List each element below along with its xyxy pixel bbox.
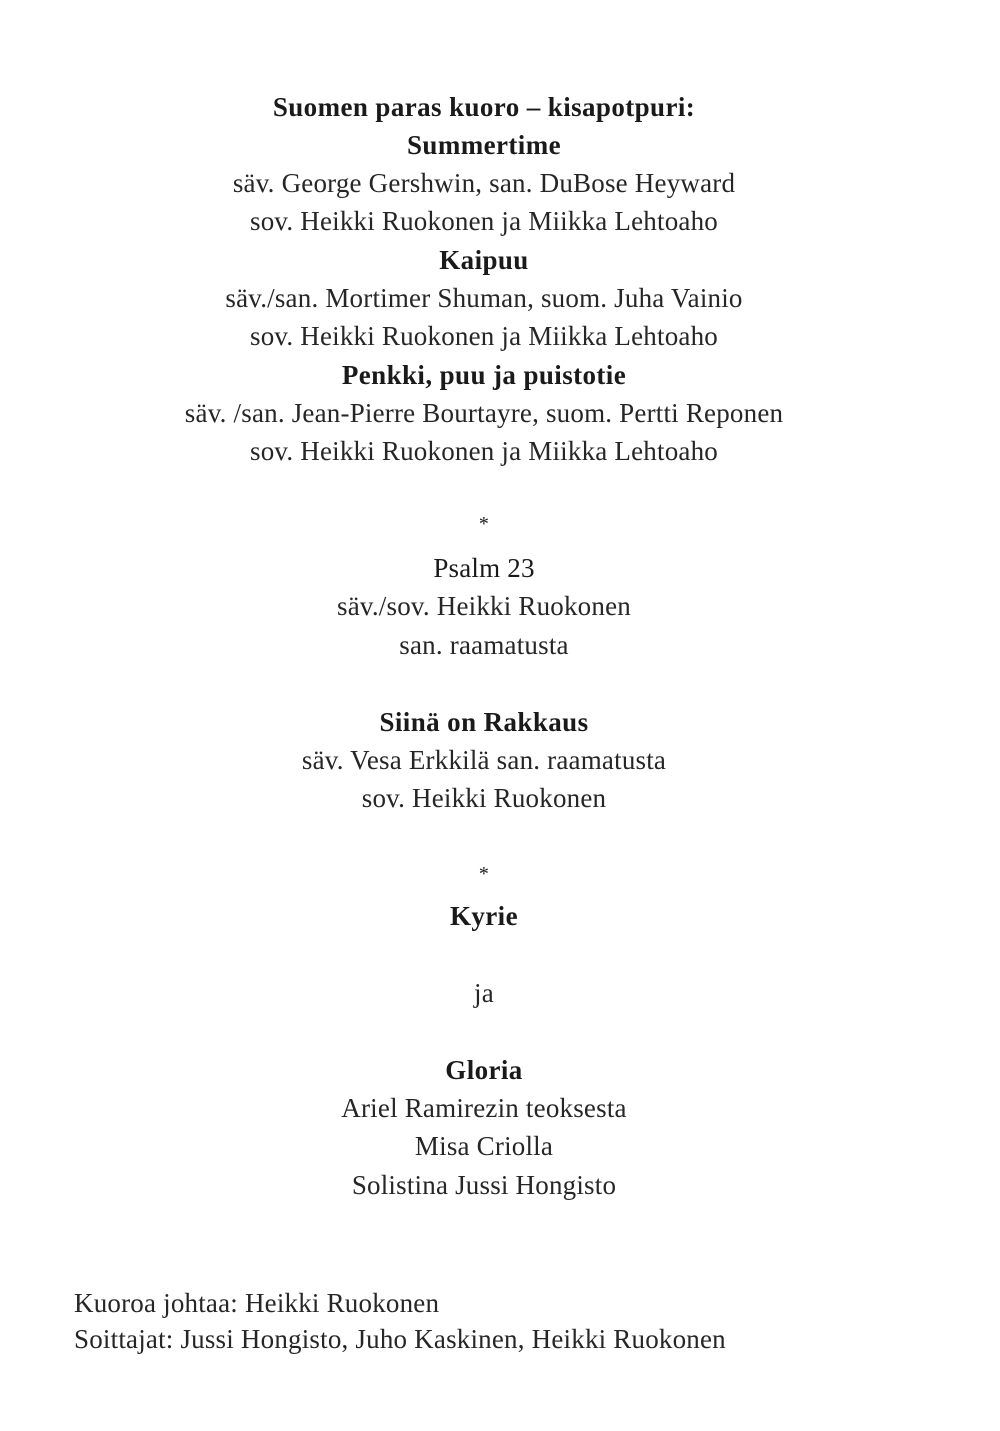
song-credit: Misa Criolla [414, 1131, 554, 1161]
song-credit: säv./sov. Heikki Ruokonen [337, 591, 631, 621]
song-credit: säv. Vesa Erkkilä san. raamatusta [301, 745, 667, 775]
medley-title: Suomen paras kuoro – kisapotpuri: [272, 92, 696, 122]
song-title-summertime: Summertime [407, 130, 561, 160]
song-credit: san. raamatusta [399, 630, 569, 660]
song-credit: sov. Heikki Ruokonen [361, 783, 607, 813]
song-title-siina-on-rakkaus: Siinä on Rakkaus [379, 707, 589, 737]
conjunction-text: ja [474, 978, 494, 1008]
song-credit: säv. /san. Jean-Pierre Bourtayre, suom. Pertti Reponen [184, 398, 784, 428]
song-credit: Ariel Ramirezin teoksesta [341, 1093, 627, 1123]
section-separator: * [478, 513, 490, 535]
song-credit: sov. Heikki Ruokonen ja Miikka Lehtoaho [250, 321, 718, 351]
conductor-line: Kuoroa johtaa: Heikki Ruokonen [74, 1288, 440, 1318]
song-title-penkki: Penkki, puu ja puistotie [341, 360, 627, 390]
song-title-kyrie: Kyrie [450, 901, 518, 931]
players-line: Soittajat: Jussi Hongisto, Juho Kaskinen, Heikki Ruokonen [74, 1324, 726, 1354]
song-credit: sov. Heikki Ruokonen ja Miikka Lehtoaho [250, 206, 718, 236]
song-credit: säv. George Gershwin, san. DuBose Heyward [232, 168, 736, 198]
song-title-kaipuu: Kaipuu [439, 245, 529, 275]
song-credit: säv./san. Mortimer Shuman, suom. Juha Vainio [225, 283, 743, 313]
soloist-credit: Solistina Jussi Hongisto [351, 1170, 617, 1200]
song-credit: sov. Heikki Ruokonen ja Miikka Lehtoaho [250, 436, 718, 466]
section-separator: * [478, 863, 490, 885]
song-title-psalm-23: Psalm 23 [433, 553, 535, 583]
song-title-gloria: Gloria [445, 1055, 523, 1085]
